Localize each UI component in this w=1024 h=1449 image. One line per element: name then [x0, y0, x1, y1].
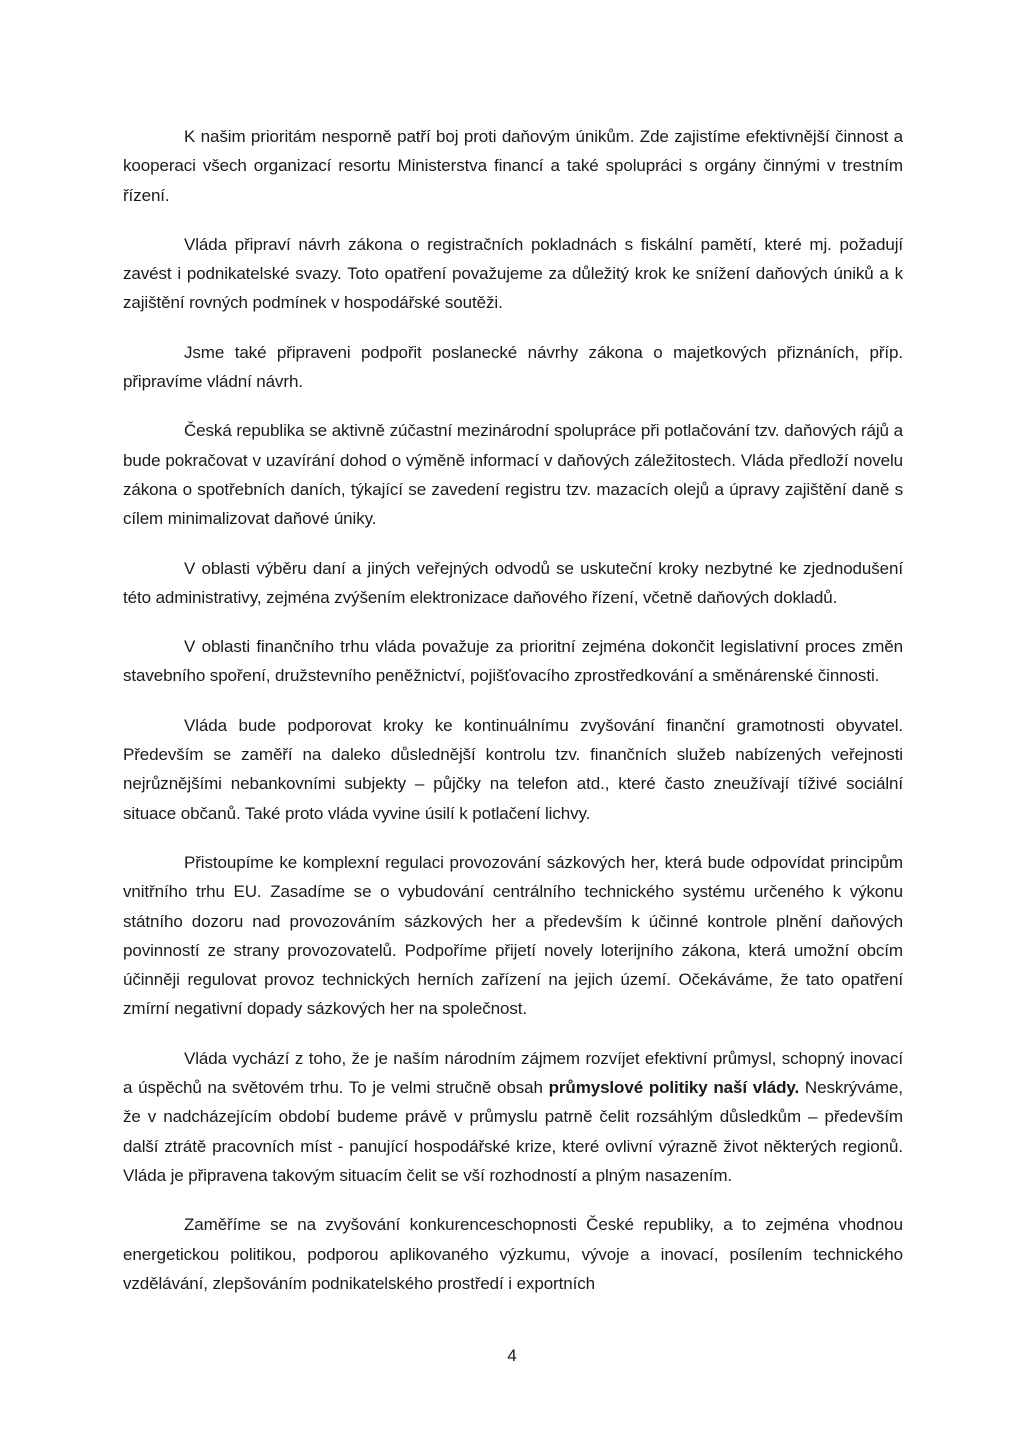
paragraph-tax-havens: Česká republika se aktivně zúčastní mezinárodní spolupráce při potlačování tzv. daňových rájů a bude pokračovat v uzavírání dohod o výměně informací v daňových záležitostech. Vláda předloží novelu zákona o spotřebních daních, týkající se zavedení registru tzv. mazacích olejů a úpravy zajištění daně s cílem minimalizovat daňové úniky.	[123, 421, 903, 529]
paragraph-financial-literacy: Vláda bude podporovat kroky ke kontinuálnímu zvyšování finanční gramotnosti obyvatel. Především se zaměří na daleko důslednější kontrolu tzv. finančních služeb nabízených veřejnosti nejrůznějšími nebankovními subjekty – půjčky na telefon atd., které často zneužívají tíživé sociální situace občanů. Také proto vláda vyvine úsilí k potlačení lichvy.	[123, 715, 903, 823]
paragraph-gambling-regulation: Přistoupíme ke komplexní regulaci provozování sázkových her, která bude odpovídat principům vnitřního trhu EU. Zasadíme se o vybudování centrálního technického systému určeného k výkonu státního dozoru nad provozováním sázkových her a především k účinné kontrole plnění daňových povinností ze strany provozovatelů. Podpoříme přijetí novely loterijního zákona, která umožní obcím účinněji regulovat provoz technických herních zařízení na jejich území. Očekáváme, že tato opatření zmírní negativní dopady sázkových her na společnost.	[123, 852, 903, 1019]
paragraph-tax-collection: V oblasti výběru daní a jiných veřejných odvodů se uskuteční kroky nezbytné ke zjednodušení této administrativy, zejména zvýšením elektronizace daňového řízení, včetně daňových dokladů.	[123, 558, 903, 607]
paragraph-cash-registers: Vláda připraví návrh zákona o registračních pokladnách s fiskální pamětí, které mj. požadují zavést i podnikatelské svazy. Toto opatření považujeme za důležitý krok ke snížení daňových úniků a k zajištění rovných podmínek v hospodářské soutěži.	[123, 234, 903, 313]
paragraph-industrial-policy-end: Neskrýváme, že v nadcházejícím období budeme právě v průmyslu patrně čelit rozsáhlým důsledkům – především další ztrátě pracovních míst - panující hospodářské krize, které ovlivní výrazně život některých regionů. Vláda je připravena takovým situacím čelit se vší rozhodností a plným nasazením.	[123, 1078, 903, 1185]
industrial-policy-bold: průmyslové politiky naší vlády.	[548, 1078, 800, 1098]
page-number: 4	[507, 1346, 517, 1365]
paragraph-asset-declarations: Jsme také připraveni podpořit poslanecké návrhy zákona o majetkových přiznáních, příp. připravíme vládní návrh.	[123, 342, 903, 392]
document-page	[123, 122, 903, 1318]
paragraph-financial-market: V oblasti finančního trhu vláda považuje za prioritní zejména dokončit legislativní proces změn stavebního spoření, družstevního peněžnictví, pojišťovacího zprostředkování a směnárenské činnosti.	[123, 637, 903, 686]
paragraph-industrial-policy-start: Vláda vychází z toho, že je naším národním zájmem rozvíjet efektivní průmysl, schopný inovací a úspěchů na světovém trhu. To je velmi stručně obsah	[123, 1048, 903, 1098]
paragraph-tax-evasion: K našim prioritám nesporně patří boj proti daňovým únikům. Zde zajistíme efektivnější činnost a kooperaci všech organizací resortu Ministerstva financí a také spolupráci s orgány činnými v trestním řízení.	[123, 127, 903, 205]
paragraph-industrial-policy	[123, 1044, 903, 1190]
paragraph-competitiveness: Zaměříme se na zvyšování konkurenceschopnosti České republiky, a to zejména vhodnou energetickou politikou, podporou aplikovaného výzkumu, vývoje a inovací, posílením technického vzdělávání, zlepšováním podnikatelského prostředí i exportních	[123, 1215, 903, 1293]
